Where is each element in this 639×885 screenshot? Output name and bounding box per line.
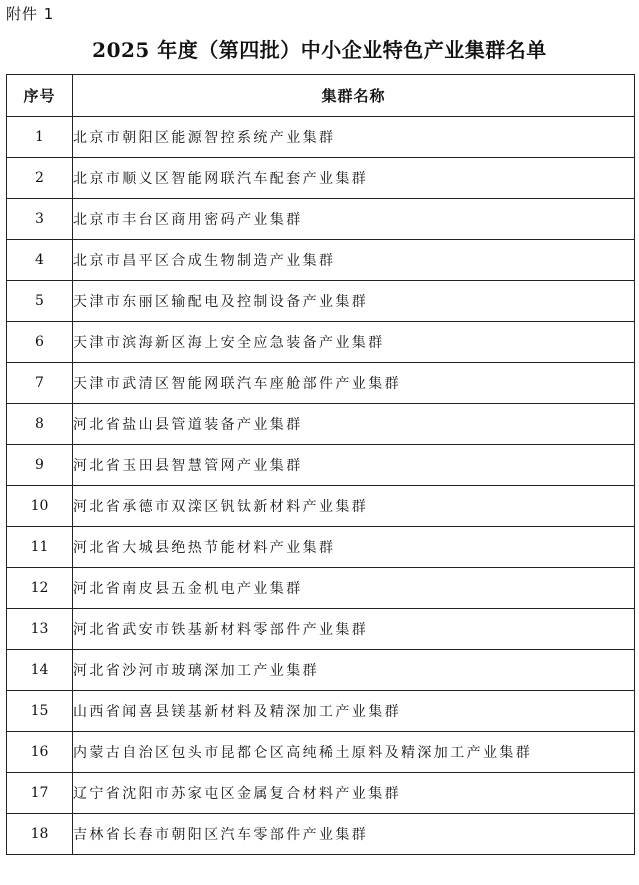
table-row	[7, 527, 635, 568]
row-index: 3	[7, 199, 73, 240]
row-index: 11	[7, 527, 73, 568]
table-row	[7, 486, 635, 527]
table-row	[7, 568, 635, 609]
row-index: 17	[7, 773, 73, 814]
row-cluster-name: 北京市顺义区智能网联汽车配套产业集群	[73, 158, 635, 199]
row-index: 2	[7, 158, 73, 199]
row-cluster-name: 天津市滨海新区海上安全应急装备产业集群	[73, 322, 635, 363]
table-row	[7, 404, 635, 445]
row-index: 6	[7, 322, 73, 363]
row-index: 8	[7, 404, 73, 445]
table-body	[7, 117, 635, 855]
attachment-label: 附件 1	[6, 5, 55, 23]
row-cluster-name: 北京市昌平区合成生物制造产业集群	[73, 240, 635, 281]
row-index: 1	[7, 117, 73, 158]
row-cluster-name: 山西省闻喜县镁基新材料及精深加工产业集群	[73, 691, 635, 732]
row-cluster-name: 河北省南皮县五金机电产业集群	[73, 568, 635, 609]
header-name: 集群名称	[73, 75, 635, 117]
table-row	[7, 814, 635, 855]
row-cluster-name: 河北省大城县绝热节能材料产业集群	[73, 527, 635, 568]
table-row	[7, 199, 635, 240]
row-cluster-name: 天津市东丽区输配电及控制设备产业集群	[73, 281, 635, 322]
header-index: 序号	[7, 75, 73, 117]
row-cluster-name: 吉林省长春市朝阳区汽车零部件产业集群	[73, 814, 635, 855]
table-row	[7, 773, 635, 814]
row-cluster-name: 河北省承德市双滦区钒钛新材料产业集群	[73, 486, 635, 527]
row-index: 4	[7, 240, 73, 281]
row-index: 12	[7, 568, 73, 609]
row-index: 5	[7, 281, 73, 322]
row-index: 7	[7, 363, 73, 404]
table-row	[7, 691, 635, 732]
row-cluster-name: 北京市丰台区商用密码产业集群	[73, 199, 635, 240]
table-row	[7, 609, 635, 650]
row-index: 13	[7, 609, 73, 650]
row-index: 9	[7, 445, 73, 486]
table-row	[7, 322, 635, 363]
row-index: 18	[7, 814, 73, 855]
document-title: 2025 年度（第四批）中小企业特色产业集群名单	[92, 38, 547, 62]
row-cluster-name: 河北省武安市铁基新材料零部件产业集群	[73, 609, 635, 650]
row-cluster-name: 北京市朝阳区能源智控系统产业集群	[73, 117, 635, 158]
row-index: 10	[7, 486, 73, 527]
row-cluster-name: 内蒙古自治区包头市昆都仑区高纯稀土原料及精深加工产业集群	[73, 732, 635, 773]
table-row	[7, 281, 635, 322]
table-header-row	[7, 75, 635, 117]
row-index: 14	[7, 650, 73, 691]
table-row	[7, 732, 635, 773]
table-row	[7, 117, 635, 158]
row-index: 15	[7, 691, 73, 732]
table-row	[7, 650, 635, 691]
row-cluster-name: 河北省沙河市玻璃深加工产业集群	[73, 650, 635, 691]
table-row	[7, 363, 635, 404]
row-cluster-name: 河北省玉田县智慧管网产业集群	[73, 445, 635, 486]
row-cluster-name: 天津市武清区智能网联汽车座舱部件产业集群	[73, 363, 635, 404]
row-cluster-name: 辽宁省沈阳市苏家屯区金属复合材料产业集群	[73, 773, 635, 814]
table-row	[7, 445, 635, 486]
row-index: 16	[7, 732, 73, 773]
cluster-table	[6, 74, 635, 855]
table-row	[7, 240, 635, 281]
row-cluster-name: 河北省盐山县管道装备产业集群	[73, 404, 635, 445]
table-row	[7, 158, 635, 199]
